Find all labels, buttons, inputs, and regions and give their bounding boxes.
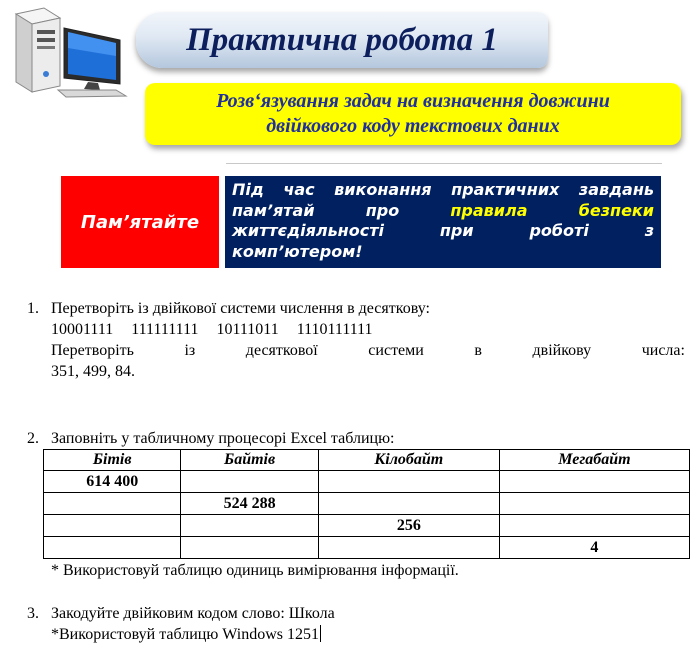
table-header: Мегабайт <box>499 450 689 471</box>
task-number: 1. <box>27 300 39 317</box>
table-cell <box>44 537 181 559</box>
topic-box <box>145 83 681 145</box>
table-cell: 256 <box>318 515 499 537</box>
table-row <box>44 515 690 537</box>
task-word: десяткової <box>245 342 318 359</box>
task-word: числа: <box>641 342 685 359</box>
table-cell: 614 400 <box>44 471 181 493</box>
title-banner <box>136 12 548 68</box>
task-1-line-1: Перетворіть із двійкової системи числення в десяткову: <box>51 300 430 317</box>
notice-highlight-word: правила <box>450 200 528 220</box>
notice-word: життєдіяльності <box>232 221 384 240</box>
table-cell <box>181 471 318 493</box>
task-word: із <box>184 342 196 359</box>
task-word: системи <box>368 342 424 359</box>
table-cell: 524 288 <box>181 493 318 515</box>
notice-row <box>232 221 654 242</box>
notice-word: з <box>644 221 654 240</box>
task-word: двійкову <box>532 342 592 359</box>
binary-numbers <box>51 319 685 340</box>
task-number: 3. <box>27 605 39 622</box>
task-number: 2. <box>27 430 39 447</box>
table-header-row <box>44 450 690 471</box>
table-cell <box>181 537 318 559</box>
binary-number: 10111011 <box>216 321 279 338</box>
binary-number: 111111111 <box>131 321 199 338</box>
table-cell <box>181 515 318 537</box>
notice-highlight-word: безпеки <box>578 200 654 220</box>
table-row <box>44 493 690 515</box>
task-3-line-1: Закодуйте двійковим кодом слово: Школа <box>51 605 335 622</box>
table-header: Кілобайт <box>318 450 499 471</box>
table-cell <box>44 493 181 515</box>
task-3-line-2-wrap <box>51 624 335 645</box>
notice-word: при <box>439 221 474 240</box>
table-row <box>44 537 690 559</box>
topic-line-2: двійкового коду текстових даних <box>266 115 560 137</box>
table-note: * Використовуй таблицю одиниць вимірювання інформації. <box>51 562 459 579</box>
table-cell <box>318 493 499 515</box>
notice-row <box>232 242 654 263</box>
computer-icon <box>8 4 133 99</box>
task-1-line-3 <box>51 340 685 361</box>
notice-word: виконання <box>334 180 432 199</box>
table-header: Бітів <box>44 450 181 471</box>
table-cell <box>318 537 499 559</box>
topic-line-1: Розв‘язування задач на визначення довжини <box>216 90 610 112</box>
table-cell <box>318 471 499 493</box>
table-cell <box>499 471 689 493</box>
table-row <box>44 471 690 493</box>
binary-number: 1110111111 <box>296 321 373 338</box>
notice-word: практичних <box>451 180 560 199</box>
notice-row <box>232 180 654 201</box>
remember-label-box <box>61 176 219 268</box>
binary-number: 10001111 <box>51 321 114 338</box>
table-header: Байтів <box>181 450 318 471</box>
text-cursor <box>320 625 321 642</box>
units-table <box>43 449 690 559</box>
notice-word: роботі <box>529 221 589 240</box>
task-3-line-2: *Використовуй таблицю Windows 1251 <box>51 626 319 643</box>
notice-row <box>232 201 654 222</box>
task-2-text: Заповніть у табличному процесорі Excel таблицю: <box>51 430 395 447</box>
page-title: Практична робота 1 <box>186 21 498 58</box>
table-cell <box>499 515 689 537</box>
safety-notice <box>225 176 661 268</box>
table-cell <box>44 515 181 537</box>
table-cell <box>499 493 689 515</box>
notice-word: час <box>283 180 315 199</box>
task-word: в <box>474 342 482 359</box>
notice-word: Під <box>232 180 264 199</box>
task-1-line-4: 351, 499, 84. <box>51 363 135 380</box>
notice-word: комп’ютером! <box>232 241 363 261</box>
notice-word: пам’ятай <box>232 200 315 220</box>
remember-label: Пам’ятайте <box>80 211 200 233</box>
notice-word: про <box>365 200 400 220</box>
table-cell: 4 <box>499 537 689 559</box>
task-word: Перетворіть <box>51 342 134 359</box>
notice-word: завдань <box>578 180 654 199</box>
separator-line <box>226 163 662 164</box>
